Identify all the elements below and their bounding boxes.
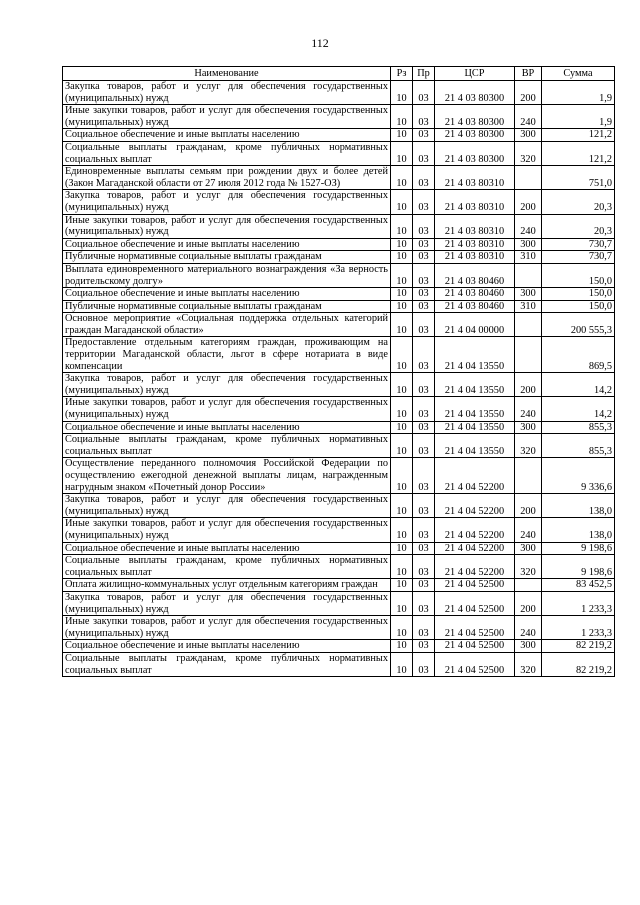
cell-vr: 240 xyxy=(515,616,542,640)
header-rz: Рз xyxy=(391,67,413,81)
cell-vr: 320 xyxy=(515,555,542,579)
cell-sum: 855,3 xyxy=(542,421,615,434)
cell-sum: 869,5 xyxy=(542,337,615,373)
table-row xyxy=(63,518,615,542)
cell-vr xyxy=(515,458,542,494)
cell-csr: 21 4 03 80310 xyxy=(435,190,515,214)
cell-rz: 10 xyxy=(391,397,413,421)
cell-sum: 82 219,2 xyxy=(542,640,615,653)
cell-sum: 138,0 xyxy=(542,518,615,542)
budget-table xyxy=(62,66,615,677)
cell-csr: 21 4 04 52200 xyxy=(435,494,515,518)
cell-name: Социальные выплаты гражданам, кроме публичных нормативных социальных выплат xyxy=(63,141,391,165)
table-row xyxy=(63,214,615,238)
cell-vr: 310 xyxy=(515,300,542,313)
cell-vr: 200 xyxy=(515,190,542,214)
cell-csr: 21 4 04 00000 xyxy=(435,313,515,337)
table-row xyxy=(63,313,615,337)
cell-rz: 10 xyxy=(391,300,413,313)
cell-vr: 200 xyxy=(515,494,542,518)
cell-pr: 03 xyxy=(413,640,435,653)
cell-name: Оплата жилищно-коммунальных услуг отдельным категориям граждан xyxy=(63,579,391,592)
cell-vr xyxy=(515,166,542,190)
cell-csr: 21 4 04 52500 xyxy=(435,591,515,615)
cell-name: Иные закупки товаров, работ и услуг для обеспечения государственных (муниципальных) нужд xyxy=(63,397,391,421)
cell-vr: 300 xyxy=(515,238,542,251)
cell-pr: 03 xyxy=(413,518,435,542)
table-row xyxy=(63,373,615,397)
cell-name: Социальное обеспечение и иные выплаты населению xyxy=(63,421,391,434)
cell-sum: 138,0 xyxy=(542,494,615,518)
cell-vr: 300 xyxy=(515,542,542,555)
table-row xyxy=(63,579,615,592)
cell-sum: 1 233,3 xyxy=(542,616,615,640)
table-row xyxy=(63,105,615,129)
cell-csr: 21 4 03 80300 xyxy=(435,105,515,129)
cell-csr: 21 4 04 13550 xyxy=(435,337,515,373)
header-csr: ЦСР xyxy=(435,67,515,81)
cell-name: Основное мероприятие «Социальная поддержка отдельных категорий граждан Магаданской области» xyxy=(63,313,391,337)
cell-rz: 10 xyxy=(391,105,413,129)
cell-pr: 03 xyxy=(413,458,435,494)
cell-name: Социальные выплаты гражданам, кроме публичных нормативных социальных выплат xyxy=(63,652,391,676)
cell-pr: 03 xyxy=(413,434,435,458)
cell-rz: 10 xyxy=(391,313,413,337)
cell-vr: 320 xyxy=(515,141,542,165)
header-vr: ВР xyxy=(515,67,542,81)
header-sum: Сумма xyxy=(542,67,615,81)
cell-pr: 03 xyxy=(413,313,435,337)
cell-name: Иные закупки товаров, работ и услуг для обеспечения государственных (муниципальных) нужд xyxy=(63,616,391,640)
cell-name: Социальное обеспечение и иные выплаты населению xyxy=(63,542,391,555)
cell-vr: 200 xyxy=(515,373,542,397)
cell-sum: 730,7 xyxy=(542,251,615,264)
cell-csr: 21 4 04 13550 xyxy=(435,434,515,458)
cell-rz: 10 xyxy=(391,458,413,494)
cell-pr: 03 xyxy=(413,141,435,165)
cell-vr xyxy=(515,263,542,287)
cell-vr: 200 xyxy=(515,81,542,105)
cell-pr: 03 xyxy=(413,397,435,421)
cell-name: Социальное обеспечение и иные выплаты населению xyxy=(63,238,391,251)
cell-rz: 10 xyxy=(391,129,413,142)
cell-name: Публичные нормативные социальные выплаты гражданам xyxy=(63,300,391,313)
cell-rz: 10 xyxy=(391,288,413,301)
cell-csr: 21 4 04 52500 xyxy=(435,640,515,653)
cell-vr: 300 xyxy=(515,129,542,142)
cell-pr: 03 xyxy=(413,373,435,397)
page-number: 112 xyxy=(311,36,329,50)
cell-pr: 03 xyxy=(413,214,435,238)
cell-pr: 03 xyxy=(413,652,435,676)
cell-pr: 03 xyxy=(413,81,435,105)
cell-vr xyxy=(515,579,542,592)
table-row xyxy=(63,166,615,190)
table-row xyxy=(63,263,615,287)
cell-rz: 10 xyxy=(391,518,413,542)
cell-pr: 03 xyxy=(413,238,435,251)
cell-rz: 10 xyxy=(391,434,413,458)
cell-rz: 10 xyxy=(391,616,413,640)
table-row xyxy=(63,421,615,434)
cell-vr: 240 xyxy=(515,214,542,238)
cell-sum: 150,0 xyxy=(542,300,615,313)
cell-sum: 1,9 xyxy=(542,81,615,105)
cell-name: Закупка товаров, работ и услуг для обеспечения государственных (муниципальных) нужд xyxy=(63,494,391,518)
cell-sum: 83 452,5 xyxy=(542,579,615,592)
cell-rz: 10 xyxy=(391,579,413,592)
cell-csr: 21 4 04 52500 xyxy=(435,616,515,640)
cell-csr: 21 4 03 80310 xyxy=(435,214,515,238)
cell-pr: 03 xyxy=(413,579,435,592)
cell-csr: 21 4 03 80460 xyxy=(435,300,515,313)
table-row xyxy=(63,652,615,676)
table-row xyxy=(63,288,615,301)
cell-csr: 21 4 03 80310 xyxy=(435,251,515,264)
table-row xyxy=(63,397,615,421)
cell-rz: 10 xyxy=(391,238,413,251)
cell-name: Социальное обеспечение и иные выплаты населению xyxy=(63,129,391,142)
cell-pr: 03 xyxy=(413,616,435,640)
table-row xyxy=(63,458,615,494)
cell-rz: 10 xyxy=(391,494,413,518)
cell-vr: 300 xyxy=(515,288,542,301)
cell-sum: 200 555,3 xyxy=(542,313,615,337)
cell-sum: 855,3 xyxy=(542,434,615,458)
cell-vr: 240 xyxy=(515,518,542,542)
cell-csr: 21 4 03 80460 xyxy=(435,288,515,301)
cell-vr: 320 xyxy=(515,652,542,676)
table-row xyxy=(63,141,615,165)
cell-name: Иные закупки товаров, работ и услуг для обеспечения государственных (муниципальных) нужд xyxy=(63,105,391,129)
header-name: Наименование xyxy=(63,67,391,81)
cell-name: Публичные нормативные социальные выплаты гражданам xyxy=(63,251,391,264)
cell-csr: 21 4 04 13550 xyxy=(435,373,515,397)
cell-sum: 20,3 xyxy=(542,190,615,214)
cell-pr: 03 xyxy=(413,555,435,579)
cell-csr: 21 4 04 13550 xyxy=(435,397,515,421)
cell-name: Социальные выплаты гражданам, кроме публичных нормативных социальных выплат xyxy=(63,434,391,458)
cell-csr: 21 4 03 80300 xyxy=(435,141,515,165)
table-row xyxy=(63,337,615,373)
cell-pr: 03 xyxy=(413,421,435,434)
table-row xyxy=(63,190,615,214)
cell-name: Закупка товаров, работ и услуг для обеспечения государственных (муниципальных) нужд xyxy=(63,373,391,397)
cell-sum: 20,3 xyxy=(542,214,615,238)
cell-sum: 150,0 xyxy=(542,288,615,301)
cell-pr: 03 xyxy=(413,591,435,615)
header-pr: Пр xyxy=(413,67,435,81)
cell-vr: 200 xyxy=(515,591,542,615)
cell-pr: 03 xyxy=(413,494,435,518)
cell-pr: 03 xyxy=(413,166,435,190)
cell-vr: 240 xyxy=(515,105,542,129)
cell-rz: 10 xyxy=(391,214,413,238)
cell-rz: 10 xyxy=(391,81,413,105)
cell-sum: 730,7 xyxy=(542,238,615,251)
cell-vr xyxy=(515,313,542,337)
cell-csr: 21 4 03 80300 xyxy=(435,129,515,142)
table-header-row xyxy=(63,67,615,81)
cell-name: Выплата единовременного материального вознаграждения «За верность родительскому долгу» xyxy=(63,263,391,287)
table-row xyxy=(63,434,615,458)
cell-rz: 10 xyxy=(391,373,413,397)
cell-csr: 21 4 04 52200 xyxy=(435,518,515,542)
cell-rz: 10 xyxy=(391,263,413,287)
cell-sum: 150,0 xyxy=(542,263,615,287)
cell-csr: 21 4 04 52500 xyxy=(435,579,515,592)
table-row xyxy=(63,129,615,142)
cell-sum: 9 198,6 xyxy=(542,542,615,555)
cell-csr: 21 4 04 52500 xyxy=(435,652,515,676)
cell-pr: 03 xyxy=(413,105,435,129)
cell-sum: 751,0 xyxy=(542,166,615,190)
cell-name: Закупка товаров, работ и услуг для обеспечения государственных (муниципальных) нужд xyxy=(63,591,391,615)
cell-sum: 121,2 xyxy=(542,141,615,165)
table-row xyxy=(63,251,615,264)
cell-sum: 14,2 xyxy=(542,397,615,421)
cell-rz: 10 xyxy=(391,337,413,373)
cell-csr: 21 4 03 80300 xyxy=(435,81,515,105)
table-row xyxy=(63,494,615,518)
cell-name: Иные закупки товаров, работ и услуг для обеспечения государственных (муниципальных) нужд xyxy=(63,518,391,542)
cell-vr: 300 xyxy=(515,640,542,653)
table-row xyxy=(63,300,615,313)
cell-csr: 21 4 03 80460 xyxy=(435,263,515,287)
cell-name: Иные закупки товаров, работ и услуг для обеспечения государственных (муниципальных) нужд xyxy=(63,214,391,238)
table-row xyxy=(63,555,615,579)
cell-name: Единовременные выплаты семьям при рождении двух и более детей (Закон Магаданской области от 27 июля 2012 года № 1527-ОЗ) xyxy=(63,166,391,190)
cell-rz: 10 xyxy=(391,421,413,434)
cell-name: Закупка товаров, работ и услуг для обеспечения государственных (муниципальных) нужд xyxy=(63,190,391,214)
cell-pr: 03 xyxy=(413,542,435,555)
table-row xyxy=(63,238,615,251)
cell-pr: 03 xyxy=(413,288,435,301)
cell-rz: 10 xyxy=(391,141,413,165)
cell-pr: 03 xyxy=(413,129,435,142)
cell-name: Осуществление переданного полномочия Российской Федерации по осуществлению ежегодной денежной выплаты лицам, награжденным нагрудным знаком «Почетный донор России» xyxy=(63,458,391,494)
cell-vr: 320 xyxy=(515,434,542,458)
cell-pr: 03 xyxy=(413,190,435,214)
cell-sum: 9 336,6 xyxy=(542,458,615,494)
cell-sum: 14,2 xyxy=(542,373,615,397)
cell-rz: 10 xyxy=(391,652,413,676)
cell-name: Закупка товаров, работ и услуг для обеспечения государственных (муниципальных) нужд xyxy=(63,81,391,105)
cell-name: Социальные выплаты гражданам, кроме публичных нормативных социальных выплат xyxy=(63,555,391,579)
cell-rz: 10 xyxy=(391,591,413,615)
cell-vr: 310 xyxy=(515,251,542,264)
table-row xyxy=(63,542,615,555)
cell-csr: 21 4 03 80310 xyxy=(435,166,515,190)
cell-sum: 1 233,3 xyxy=(542,591,615,615)
cell-sum: 9 198,6 xyxy=(542,555,615,579)
cell-rz: 10 xyxy=(391,555,413,579)
cell-csr: 21 4 04 52200 xyxy=(435,555,515,579)
table-row xyxy=(63,640,615,653)
cell-rz: 10 xyxy=(391,166,413,190)
cell-rz: 10 xyxy=(391,190,413,214)
cell-name: Предоставление отдельным категориям граждан, проживающим на территории Магаданской области, льгот в сфере нотариата в виде компенсации xyxy=(63,337,391,373)
cell-csr: 21 4 04 52200 xyxy=(435,458,515,494)
cell-pr: 03 xyxy=(413,300,435,313)
table-row xyxy=(63,81,615,105)
cell-vr: 300 xyxy=(515,421,542,434)
table-row xyxy=(63,616,615,640)
cell-pr: 03 xyxy=(413,337,435,373)
cell-csr: 21 4 03 80310 xyxy=(435,238,515,251)
cell-csr: 21 4 04 13550 xyxy=(435,421,515,434)
cell-rz: 10 xyxy=(391,542,413,555)
cell-name: Социальное обеспечение и иные выплаты населению xyxy=(63,640,391,653)
cell-sum: 82 219,2 xyxy=(542,652,615,676)
table-row xyxy=(63,591,615,615)
cell-vr: 240 xyxy=(515,397,542,421)
cell-name: Социальное обеспечение и иные выплаты населению xyxy=(63,288,391,301)
cell-rz: 10 xyxy=(391,251,413,264)
cell-csr: 21 4 04 52200 xyxy=(435,542,515,555)
cell-pr: 03 xyxy=(413,263,435,287)
cell-rz: 10 xyxy=(391,640,413,653)
cell-pr: 03 xyxy=(413,251,435,264)
cell-vr xyxy=(515,337,542,373)
cell-sum: 1,9 xyxy=(542,105,615,129)
cell-sum: 121,2 xyxy=(542,129,615,142)
